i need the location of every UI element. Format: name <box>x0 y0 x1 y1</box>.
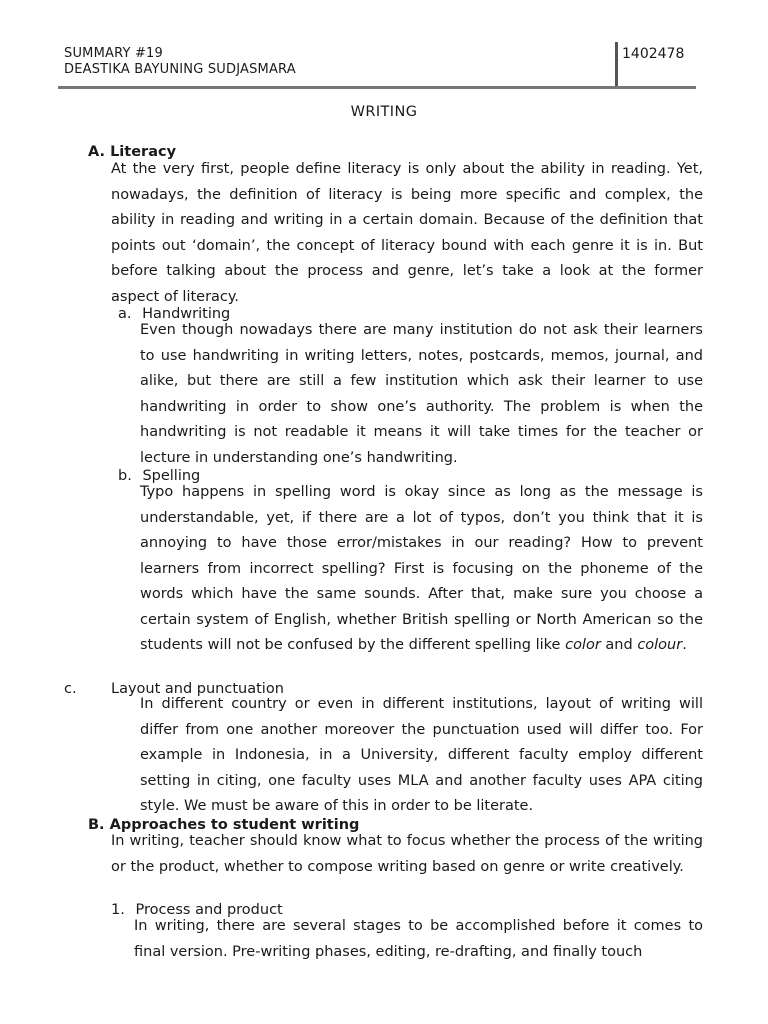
item-b-marker: b. <box>118 468 132 484</box>
section-a-marker: A. <box>88 144 105 160</box>
item-a-text: Even though nowadays there are many institution do not ask their learners to use handwriting in writing letters, notes, postcards, memos, journal, and alike, but there are still a few institution which ask their learner to use handwriting in order to show one’s authority. The problem is when the handwriting is not readable it means it will take times for the teacher or lecture in understanding one’s handwriting. <box>140 322 703 466</box>
item-b-emphasis-colour: colour <box>637 637 683 653</box>
header-left <box>64 46 296 78</box>
item-1-title: Process and product <box>135 902 283 918</box>
section-a-intro: At the very first, people define literacy is only about the ability in reading. Yet, nowadays, the definition of literacy is being more specific and complex, the ability in reading and writing in a certain domain. Because of the definition that points out ‘domain’, the concept of literacy bound with each genre it is in. But before talking about the process and genre, let’s take a look at the former aspect of literacy. <box>111 161 703 305</box>
document-title: WRITING <box>350 104 418 120</box>
item-b-emphasis-color: color <box>565 637 601 653</box>
item-a-title: Handwriting <box>142 306 231 322</box>
item-b-text-end: . <box>682 637 687 653</box>
item-c-marker: c. <box>64 681 77 697</box>
section-a-title: Literacy <box>110 144 177 160</box>
section-b-marker: B. <box>88 817 105 833</box>
header-divider-horizontal <box>58 86 696 89</box>
item-b-text-mid: and <box>600 637 638 653</box>
item-1-marker: 1. <box>111 902 125 918</box>
item-c-text: In different country or even in different institutions, layout of writing will differ from one another moreover the punctuation used will differ too. For example in Indonesia, in a University, different faculty employ different setting in citing, one faculty uses MLA and another faculty uses APA citing style. We must be aware of this in order to be literate. <box>140 696 703 814</box>
header-divider-vertical <box>615 42 618 88</box>
section-b-title: Approaches to student writing <box>109 817 360 833</box>
item-1-text: In writing, there are several stages to be accomplished before it comes to final version. Pre-writing phases, editing, re-drafting, and finally touch <box>134 918 703 960</box>
item-b-text <box>140 480 703 659</box>
item-a-marker: a. <box>118 306 132 322</box>
section-b-intro: In writing, teacher should know what to focus whether the process of the writing or the product, whether to compose writing based on genre or write creatively. <box>111 833 703 875</box>
author-name: DEASTIKA BAYUNING SUDJASMARA <box>64 62 296 77</box>
item-c-title: Layout and punctuation <box>111 681 284 697</box>
item-b-text-main: Typo happens in spelling word is okay since as long as the message is understandable, yet, if there are a lot of typos, don’t you think that it is annoying to have those error/mistakes in our reading? How to prevent learners from incorrect spelling? First is focusing on the phoneme of the words which have the same sounds. After that, make sure you choose a certain system of English, whether British spelling or North American so the students will not be confused by the different spelling like <box>140 484 703 653</box>
item-b-title: Spelling <box>142 468 201 484</box>
student-id: 1402478 <box>622 46 685 62</box>
summary-number: SUMMARY #19 <box>64 46 164 61</box>
